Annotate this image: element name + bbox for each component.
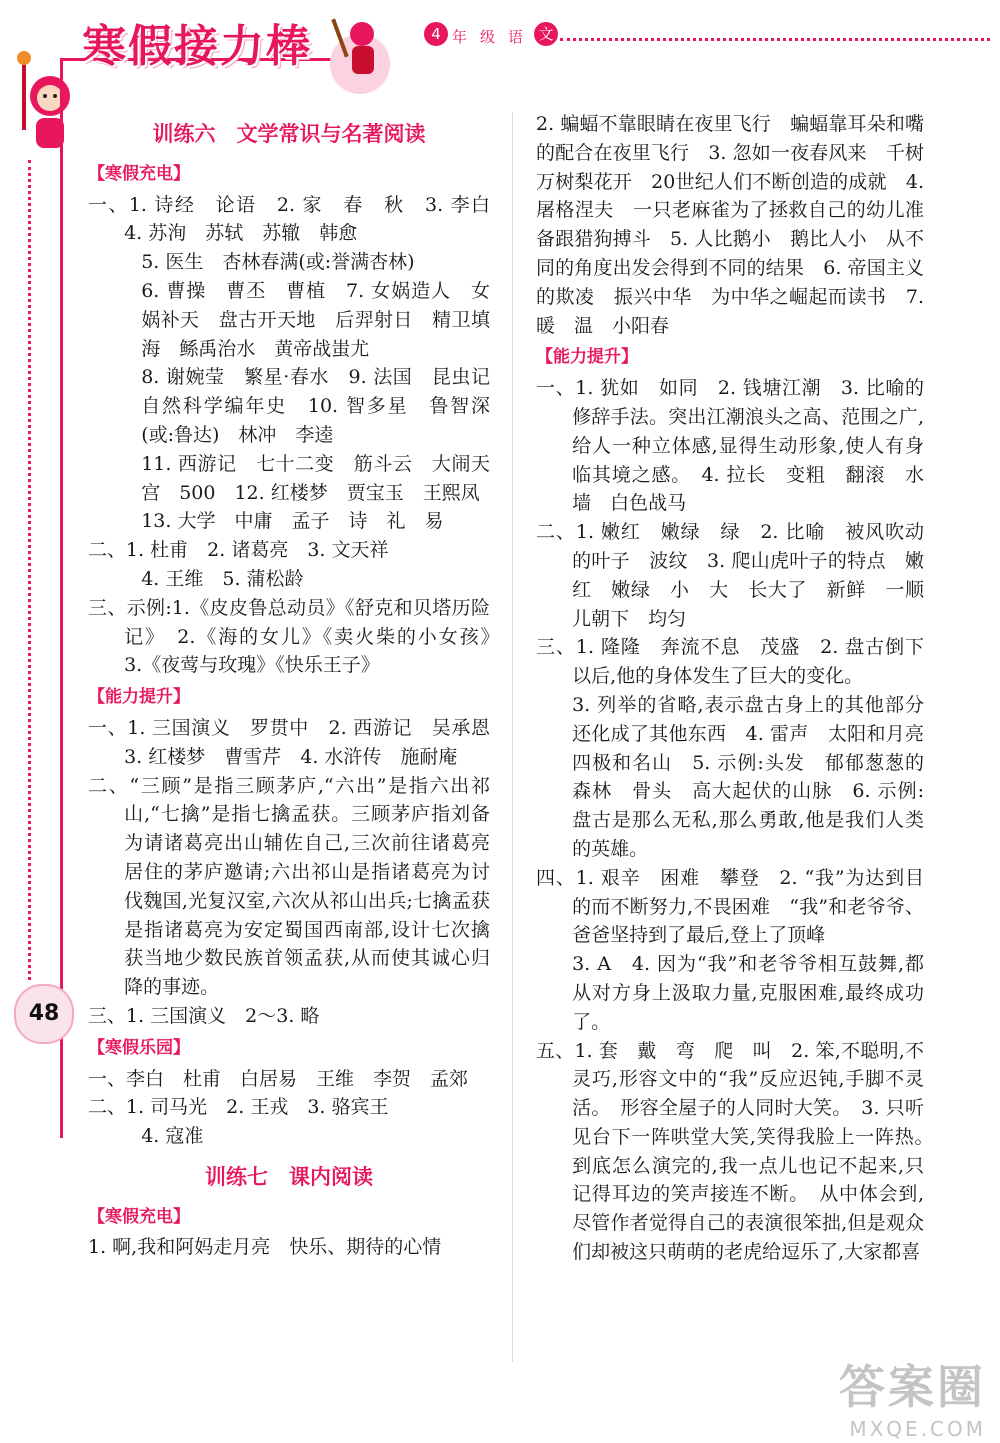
answer-line: 二、1. 嫩红 嫩绿 绿 2. 比喻 被风吹动的叶子 波纹 3. 爬山虎叶子的特点 嫩红 嫩绿 小 大 长大了 新鲜 一顺儿朝下 均匀 — [536, 521, 924, 630]
answer-line: 13. 大学 中庸 孟子 诗 礼 易 — [141, 510, 444, 533]
answer-line: 4. 王维 5. 蒲松龄 — [141, 567, 304, 590]
answer-line: 二、1. 杜甫 2. 诸葛亮 3. 文天祥 — [88, 539, 389, 562]
answer-line: 1. 啊,我和阿妈走月亮 快乐、期待的心情 — [88, 1236, 442, 1259]
answer-line: 三、1. 隆隆 奔流不息 茂盛 2. 盘古倒下以后,他的身体发生了巨大的变化。 — [536, 636, 924, 688]
answer-line: 3. 列举的省略,表示盘古身上的其他部分还化成了其他东西 4. 雷声 太阳和月亮 四极和名山 5. 示例:头发 郁郁葱葱的森林 骨头 高大起伏的山脉 6. 示例:盘古是那么无私,那么勇敢,他是我们人类的英雄。 — [572, 693, 944, 860]
page-number: 48 — [14, 984, 74, 1044]
grade-char-badge: 文 — [534, 22, 558, 46]
right-column — [536, 110, 944, 1267]
column-divider — [512, 112, 513, 1362]
training-title: 训练七 课内阅读 — [205, 1164, 373, 1189]
answer-line: 五、1. 套 戴 弯 爬 叫 2. 笨,不聪明,不灵巧,形容文中的“我”反应迟钝,手脚不灵活。 形容全屋子的人同时大笑。 3. 只听见台下一阵哄堂大笑,笑得我脸上一阵热。 到底怎么演完的,我一点儿也记不起来,只记得耳边的笑声接连不断。 从中体会到,尽管作者觉得自己的表演很笨拙,但是观众们却被这只萌萌的老虎给逗乐了,大家都喜 — [536, 1039, 944, 1264]
watermark-logo: 答案圈 MXQE.COM — [839, 1360, 986, 1441]
answer-line: 二、“三顾”是指三顾茅庐,“六出”是指六出祁山,“七擒”是指七擒孟获。三顾茅庐指刘备为请诸葛亮出山辅佐自己,三次前往诸葛亮居住的茅庐邀请;六出祁山是指诸葛亮为讨伐魏国,光复汉室,六次从祁山出兵;七擒孟获是指诸葛亮为安定蜀国西南部,设计七次擒获当地少数民族首领孟获,从而使其诚心归降的事迹。 — [88, 774, 490, 999]
answer-line: 二、1. 司马光 2. 王戎 3. 骆宾王 — [88, 1096, 389, 1119]
answer-line: 四、1. 艰辛 困难 攀登 2. “我”为达到目的而不断努力,不畏困难 “我”和老爷爷、爸爸坚持到了最后,登上了顶峰 — [536, 866, 924, 947]
answer-line: 一、1. 三国演义 罗贯中 2. 西游记 吴承恩 3. 红楼梦 曹雪芹 4. 水浒传 施耐庵 — [88, 716, 510, 768]
answer-line: 一、1. 诗经 论语 2. 家 春 秋 3. 李白 4. 苏洵 苏轼 苏辙 韩愈 — [88, 193, 510, 245]
answer-line: 三、示例:1.《皮皮鲁总动员》《舒克和贝塔历险记》 2.《海的女儿》《卖火柴的小女孩》 3.《夜莺与玫瑰》《快乐王子》 — [88, 596, 510, 677]
header-dots — [560, 38, 990, 41]
runner-icon — [320, 4, 400, 96]
left-column — [88, 118, 510, 1262]
section-heading: 【能力提升】 — [536, 347, 638, 368]
answer-line: 4. 寇准 — [141, 1125, 204, 1148]
grade-char: 年 — [452, 28, 468, 46]
section-heading: 【寒假乐园】 — [88, 1037, 190, 1058]
section-heading: 【能力提升】 — [88, 687, 190, 708]
side-dots — [28, 160, 31, 980]
answer-line: 8. 谢婉莹 繁星·春水 9. 法国 昆虫记 自然科学编年史 10. 智多星 鲁智深(或:鲁达) 林冲 李逵 — [141, 366, 510, 446]
answer-line: 一、李白 杜甫 白居易 王维 李贺 孟郊 — [88, 1067, 469, 1090]
answer-line: 11. 西游记 七十二变 筋斗云 大闹天宫 500 12. 红楼梦 贾宝玉 王熙凤 — [141, 452, 490, 504]
section-heading: 【寒假充电】 — [88, 1206, 190, 1227]
answer-line: 一、1. 犹如 如同 2. 钱塘江潮 3. 比喻的修辞手法。突出江潮浪头之高、范围之广,给人一种立体感,显得生动形象,使人有身临其境之感。 4. 拉长 变粗 翻滚 水墙 白色战马 — [536, 377, 924, 515]
answer-line: 6. 曹操 曹丕 曹植 7. 女娲造人 女娲补天 盘古开天地 后羿射日 精卫填海 鲧禹治水 黄帝战蚩尤 — [141, 279, 490, 360]
section-heading: 【寒假充电】 — [88, 163, 190, 184]
answer-line: 3. A 4. 因为“我”和老爷爷相互鼓舞,都从对方身上汲取力量,克服困难,最终成功了。 — [572, 953, 924, 1033]
training-title: 训练六 文学常识与名著阅读 — [152, 122, 426, 146]
page-header — [0, 0, 1000, 120]
grade-char: 语 — [508, 28, 524, 46]
answer-line: 三、1. 三国演义 2～3. 略 — [88, 1004, 320, 1027]
grade-number-badge: 4 — [424, 22, 448, 46]
brand-logo: 寒假接力棒 — [82, 21, 312, 72]
side-rule — [60, 58, 63, 1138]
grade-char: 级 — [480, 28, 496, 46]
answer-line: 5. 医生 杏林春满(或:誉满杏林) — [141, 251, 415, 274]
answer-line: 2. 蝙蝠不靠眼睛在夜里飞行 蝙蝠靠耳朵和嘴的配合在夜里飞行 3. 忽如一夜春风来 千树万树梨花开 20世纪人们不断创造的成就 4. 屠格涅夫 一只老麻雀为了拯救自己的幼儿准备跟猎狗搏斗 5. 人比鹅小 鹅比人小 从不同的角度出发会得到不同的结果 6. 帝国主义的欺凌 振兴中华 为中华之崛起而读书 7. 暖 温 小阳春 — [536, 113, 924, 337]
